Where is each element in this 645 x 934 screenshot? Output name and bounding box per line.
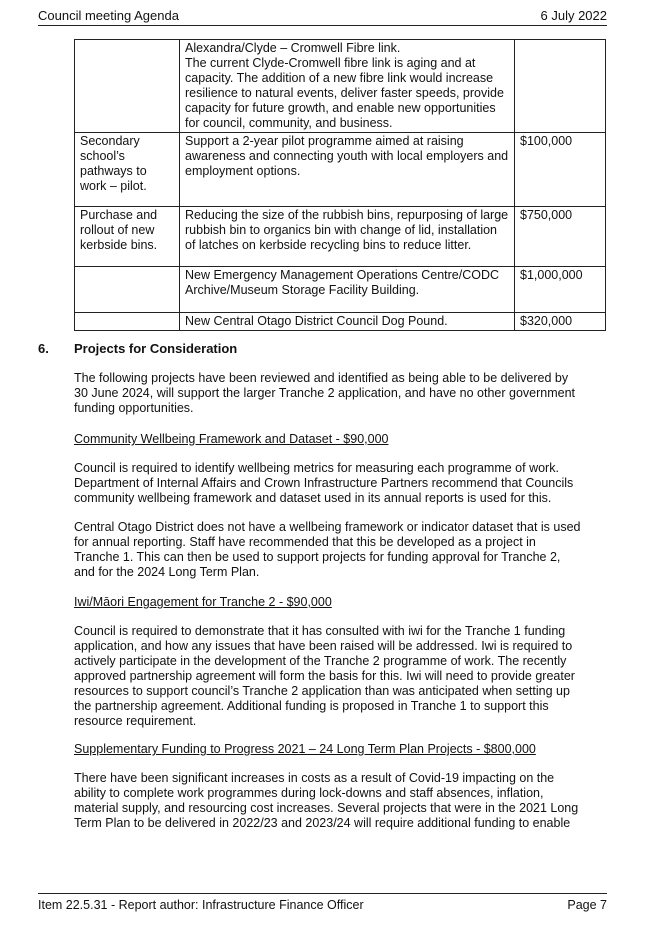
section-intro: The following projects have been reviewed and identified as being able to be delivered by 30 June 2024, will support the larger Tranche 2 application, and have no other government funding opportunities. [74, 371, 576, 415]
page-number: Page 7 [567, 898, 607, 912]
paragraph: Council is required to demonstrate that it has consulted with iwi for the Tranche 1 funding application, and how any issues that have been raised will be addressed. Iwi is required to actively participate in the development of the Tranche 2 programme of work. The recently approved partnership agreement will form the basis for this. Iwi will need to provide greater resources to support council’s Tranche 2 application than was anticipated when setting up the partnership agreement. Additional funding is proposed in Tranche 1 to support this resource requirement. [74, 624, 575, 728]
table-row [75, 40, 606, 133]
footer-item: Item 22.5.31 - Report author: Infrastructure Finance Officer [38, 898, 364, 912]
paragraph: There have been significant increases in costs as a result of Covid-19 impacting on the ability to complete work programmes during lock-downs and staff absences, inflation, material supply, and resourcing cost increases. Several projects that were in the 2021 Long Term Plan to be delivered in 2022/23 and 2023/24 will require additional funding to enable [74, 771, 579, 830]
page-footer [38, 898, 607, 912]
subheading-iwi-engagement: Iwi/Māori Engagement for Tranche 2 - $90,000 [74, 595, 332, 609]
project-cell [75, 40, 180, 133]
table-row [75, 267, 606, 313]
subheading-wellbeing: Community Wellbeing Framework and Dataset - $90,000 [74, 432, 389, 446]
table-row [75, 133, 606, 207]
paragraph: Council is required to identify wellbeing metrics for measuring each programme of work. Department of Internal Affairs and Crown Infrastructure Partners recommend that Councils community wellbeing framework and dataset used in its annual reports is used for this. [74, 461, 574, 505]
project-cell: Secondary school’s pathways to work – pilot. [75, 133, 180, 207]
subheading-supplementary-funding: Supplementary Funding to Progress 2021 – 24 Long Term Plan Projects - $800,000 [74, 742, 536, 756]
description-cell: New Central Otago District Council Dog Pound. [180, 313, 515, 331]
projects-table [74, 39, 606, 331]
document-date: 6 July 2022 [540, 8, 607, 23]
project-cell [75, 313, 180, 331]
project-cell [75, 267, 180, 313]
description-heading: Alexandra/Clyde – Cromwell Fibre link. [185, 41, 401, 55]
section-number: 6. [38, 341, 49, 356]
amount-cell [515, 40, 606, 133]
section-title: Projects for Consideration [74, 341, 238, 356]
header-divider [38, 25, 607, 26]
page-header [38, 8, 607, 23]
description-cell: Reducing the size of the rubbish bins, repurposing of large rubbish bin to organics bin with change of lid, installation of latches on kerbside recycling bins to reduce litter. [180, 207, 515, 267]
amount-cell: $320,000 [515, 313, 606, 331]
footer-divider [38, 893, 607, 894]
amount-cell: $100,000 [515, 133, 606, 207]
document-title: Council meeting Agenda [38, 8, 179, 23]
description-cell [180, 40, 515, 133]
amount-cell: $750,000 [515, 207, 606, 267]
amount-cell: $1,000,000 [515, 267, 606, 313]
table-row [75, 313, 606, 331]
table-row [75, 207, 606, 267]
description-cell: Support a 2-year pilot programme aimed at raising awareness and connecting youth with local employers and employment options. [180, 133, 515, 207]
section-heading [38, 341, 237, 356]
description-text: The current Clyde-Cromwell fibre link is aging and at capacity. The addition of a new fibre link would increase resilience to natural events, deliver faster speeds, provide capacity for future growth, and enable new opportunities for council, community, and business. [185, 56, 504, 130]
description-cell: New Emergency Management Operations Centre/CODC Archive/Museum Storage Facility Building. [180, 267, 515, 313]
paragraph: Central Otago District does not have a wellbeing framework or indicator dataset that is used for annual reporting. Staff have recommended that this be developed as a project in Tranche 1. This can then be used to support projects for funding approval for Tranche 2, and for the 2024 Long Term Plan. [74, 520, 581, 579]
project-cell: Purchase and rollout of new kerbside bins. [75, 207, 180, 267]
